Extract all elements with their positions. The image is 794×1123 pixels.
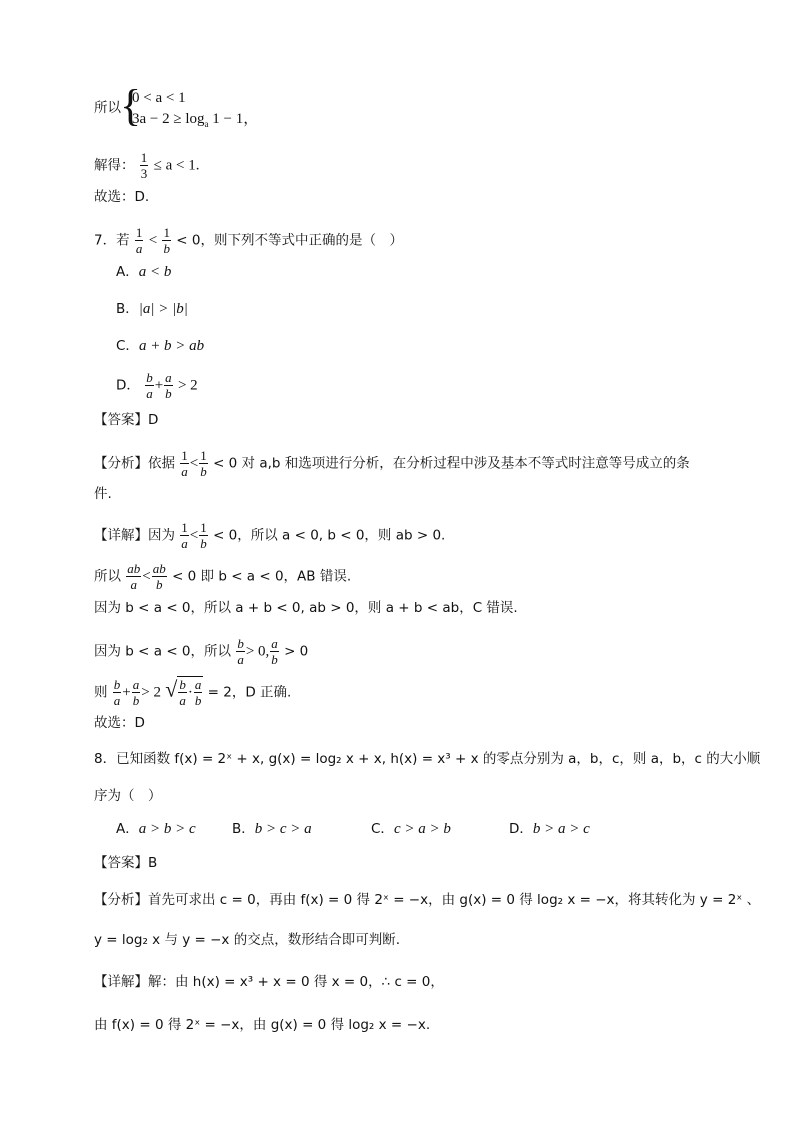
system-line-2: $3a - 2 \ge \log_a 1 - 1$， xyxy=(132,111,259,129)
q8-option-d: D．b > a > c xyxy=(509,821,590,837)
q7-detail-4: 因为 b < a < 0，所以 $\frac{b}{a}$ > 0, $\frac{a}{b}$ > 0 xyxy=(94,636,309,667)
q7-option-b: B．|a| > |b| xyxy=(116,301,188,317)
prev-choose: 故选：D. xyxy=(94,189,150,205)
q8-analysis-1: 【分析】首先可求出 c = 0，再由 f(x) = 0 得 2ˣ = −x，由 g(x) = 0 得 log₂ x = −x，将其转化为 y = 2ˣ 、 xyxy=(94,892,761,908)
q7-answer: 【答案】D xyxy=(94,412,159,428)
q8-stem-2: 序为（ ） xyxy=(94,788,162,804)
system-line-1: 0 < a < 1 xyxy=(132,90,186,106)
q7-option-c: C．a + b > ab xyxy=(116,338,205,354)
q8-option-a: A．a > b > c xyxy=(116,821,196,837)
q7-stem: 7．若 $\frac{1}{a}$ < $\frac{1}{b}$ < 0，则下列不等式中正确的是（ ） xyxy=(94,225,403,256)
q8-detail-1: 【详解】解：由 h(x) = x³ + x = 0 得 x = 0，∴ c = 0， xyxy=(94,974,444,990)
q7-choose: 故选：D xyxy=(94,715,145,731)
q7-analysis-cont: 件. xyxy=(94,486,112,502)
q7-option-a: A．a < b xyxy=(116,264,172,280)
q7-detail-5: 则 $\frac{b}{a}$ + $\frac{a}{b}$ > 2 √ $\frac{b}{a}$ · $\frac{a}{b}$ = 2，D 正确. xyxy=(94,676,292,708)
q7-detail-2: 所以 $\frac{ab}{a}$ < $\frac{ab}{b}$ < 0 即 b < a < 0，AB 错误. xyxy=(94,561,352,592)
q7-analysis: 【分析】依据 $\frac{1}{a}$ < $\frac{1}{b}$ < 0 对 a,b 和选项进行分析，在分析过程中涉及基本不等式时注意等号成立的条 xyxy=(94,448,690,479)
q8-answer: 【答案】B xyxy=(94,855,158,871)
q8-option-b: B．b > c > a xyxy=(232,821,312,837)
q7-option-d: D． $\frac{b}{a}$ + $\frac{a}{b}$ > 2 xyxy=(116,370,198,401)
prev-so-label: 所以 xyxy=(94,100,121,116)
q8-option-c: C．c > a > b xyxy=(371,821,451,837)
q7-detail-1: 【详解】因为 $\frac{1}{a}$ < $\frac{1}{b}$ < 0，所以 a < 0, b < 0，则 ab > 0. xyxy=(94,520,446,551)
solve-line: 解得： $\frac{1}{3}$ ≤ a < 1. xyxy=(94,150,200,181)
fraction-one-third: $\frac{1}{3}$ xyxy=(140,150,148,181)
q7-detail-3: 因为 b < a < 0，所以 a + b < 0, ab > 0，则 a + b < ab，C 错误. xyxy=(94,600,518,616)
q8-analysis-2: y = log₂ x 与 y = −x 的交点，数形结合即可判断. xyxy=(94,932,401,948)
q8-stem-1: 8．已知函数 f(x) = 2ˣ + x, g(x) = log₂ x + x, h(x) = x³ + x 的零点分别为 a，b，c，则 a，b，c 的大小顺 xyxy=(94,751,761,767)
system-brace: { xyxy=(120,81,142,130)
q8-detail-2: 由 f(x) = 0 得 2ˣ = −x，由 g(x) = 0 得 log₂ x = −x. xyxy=(94,1017,431,1033)
